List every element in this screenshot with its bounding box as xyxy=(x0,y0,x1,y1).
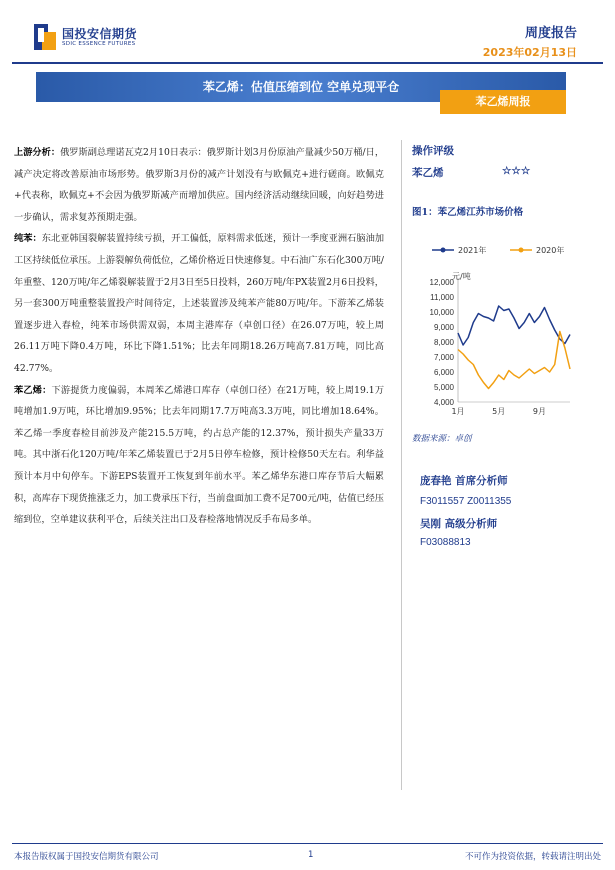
paragraph-benzene xyxy=(14,228,384,379)
analyst-1-id: F3011557 Z0011355 xyxy=(420,496,512,507)
y-axis-unit: 元/吨 xyxy=(452,272,471,281)
logo-name-en: SDIC ESSENCE FUTURES xyxy=(62,41,136,47)
column-divider xyxy=(401,140,402,790)
x-tick-label: 5月 xyxy=(492,407,506,416)
data-source: 数据来源：卓创 xyxy=(412,434,472,444)
report-date: 2023年02月13日 xyxy=(482,46,577,59)
paragraph-upstream-label: 上游分析： xyxy=(14,147,61,158)
legend-label: 2020年 xyxy=(536,246,565,255)
analyst-1-name: 庞春艳 首席分析师 xyxy=(420,475,508,487)
y-tick-label: 11,000 xyxy=(430,293,454,302)
y-tick-label: 4,000 xyxy=(433,398,454,407)
legend-marker xyxy=(519,248,524,253)
y-tick-label: 8,000 xyxy=(433,338,454,347)
y-tick-label: 5,000 xyxy=(433,383,454,392)
series-line xyxy=(458,332,570,389)
rating-stars-icon: ☆☆☆ xyxy=(502,165,531,177)
footer-disclaimer: 不可作为投资依据，转载请注明出处 xyxy=(464,852,601,862)
price-chart xyxy=(410,226,605,426)
page-number: 1 xyxy=(308,850,314,860)
logo-name-cn: 国投安信期货 xyxy=(62,27,138,41)
y-tick-label: 12,000 xyxy=(429,278,454,287)
paragraph-styrene-label: 苯乙烯： xyxy=(14,384,52,396)
report-tag xyxy=(440,90,566,114)
logo-mark-icon xyxy=(34,24,56,50)
analyst-2-id: F03088813 xyxy=(420,537,471,548)
footer-copyright: 本报告版权属于国投安信期货有限公司 xyxy=(14,852,159,862)
y-tick-label: 9,000 xyxy=(433,323,454,332)
rating-product: 苯乙烯 xyxy=(412,167,444,179)
company-logo xyxy=(34,24,234,56)
rating-row xyxy=(412,165,604,180)
paragraph-benzene-text: 东北亚韩国裂解装置持续亏损，开工偏低，原料需求低迷，预计一季度亚洲石脑油加工区持续低位承压。上游裂解负荷低位，乙烯价格近日快速修复。中石油广东石化300万吨/年重整、120万吨/年乙烯裂解装置于2月3日至5日投料，260万吨/年PX装置2月6日投料，另一套300万吨重整装置投产时间待定，上述装置涉及纯苯产能80万吨/年。下游苯乙烯装置逐步进入春检，纯苯市场供需双弱，本周主港库存（卓创口径）在26.07万吨，较上周26.11万吨下降0.4万吨，环比下降1.51%；比去年同期18.26万吨高7.81万吨，同比高42.77%。 xyxy=(14,233,385,374)
report-title: 苯乙烯：估值压缩到位 空单兑现平仓 xyxy=(202,80,400,94)
y-tick-label: 7,000 xyxy=(433,353,454,362)
x-tick-label: 1月 xyxy=(451,407,465,416)
y-tick-label: 6,000 xyxy=(433,368,454,377)
report-tag-label: 苯乙烯周报 xyxy=(475,95,531,108)
paragraph-upstream-text: 俄罗斯副总理诺瓦克2月10日表示：俄罗斯计划3月份原油产量减少50万桶/日，减产决定将改善原油市场形势。俄罗斯3月份的减产计划没有与欧佩克+进行磋商。欧佩克+代表称，欧佩克+不会因为俄罗斯减产而增加供应。国内经济活动继续回暖，向好趋势进一步确认，需求复苏预期走强。 xyxy=(14,147,385,223)
rating-title: 操作评级 xyxy=(412,145,454,157)
paragraph-upstream xyxy=(14,142,384,228)
paragraph-benzene-label: 纯苯： xyxy=(14,233,42,245)
paragraph-styrene-text: 下游提货力度偏弱，本周苯乙烯港口库存（卓创口径）在21万吨，较上周19.1万吨增加1.9万吨，环比增加9.95%；比去年同期17.7万吨高3.3万吨，同比增加18.64%。苯乙烯一季度春检目前涉及产能215.5万吨，约占总产能的12.37%，预计损失产量33万吨。其中浙石化120万吨/年苯乙烯装置已于2月5日停车检修，预计检修50天左右。利华益预计本月中旬停车。下游EPS装置开工恢复到年前水平。苯乙烯华东港口库存节后大幅累积，高库存下现货推涨乏力，加工费承压下行，当前盘面加工费不足700元/吨，估值已经压缩到位，空单建议获利平仓，后续关注出口及春检落地情况反手布局多单。 xyxy=(14,384,385,526)
y-tick-label: 10,000 xyxy=(429,308,454,317)
paragraph-styrene xyxy=(14,380,384,531)
x-tick-label: 9月 xyxy=(532,407,547,416)
report-type: 周度报告 xyxy=(524,26,577,41)
main-content xyxy=(14,142,384,531)
analyst-2-name: 吴刚 高级分析师 xyxy=(420,518,498,530)
series-line xyxy=(458,306,570,345)
figure-title: 图1：苯乙烯江苏市场价格 xyxy=(412,207,524,218)
legend-label: 2021年 xyxy=(458,246,487,255)
legend-marker xyxy=(441,248,446,253)
footer-divider xyxy=(12,843,603,844)
header-divider xyxy=(12,62,603,64)
